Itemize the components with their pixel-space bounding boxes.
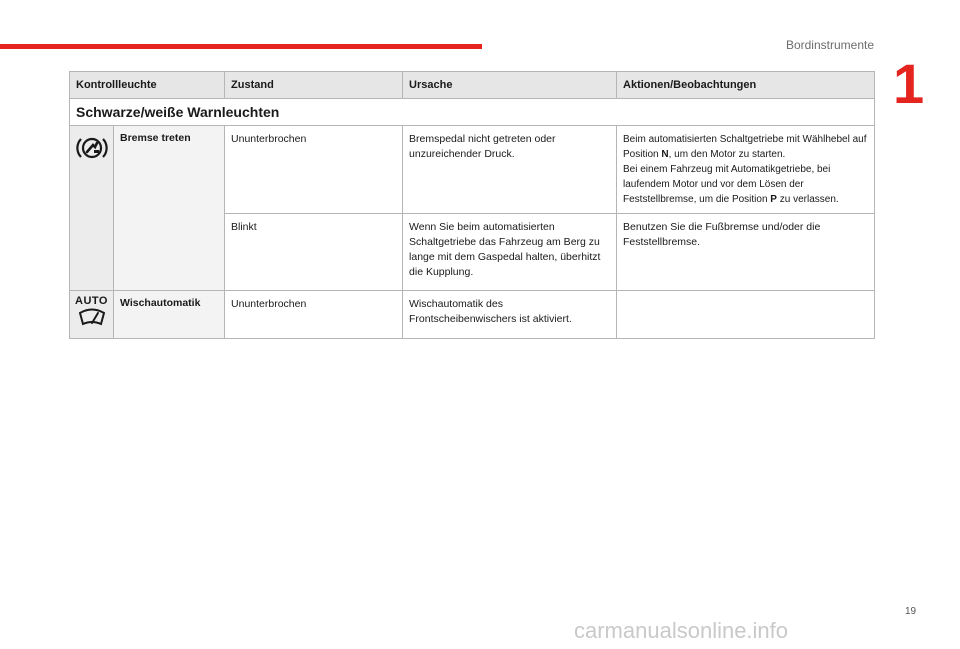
table-row xyxy=(70,291,875,339)
brake-foot-warning-icon xyxy=(75,134,109,162)
page-number: 19 xyxy=(905,606,917,617)
indicator-name: Wischautomatik xyxy=(114,291,225,339)
action-text: , um den Motor zu starten. xyxy=(668,149,786,160)
auto-label: AUTO xyxy=(75,295,108,307)
cause-cell: Wischautomatik des Frontscheibenwischers ist aktiviert. xyxy=(403,291,617,339)
state-cell: Ununterbrochen xyxy=(225,291,403,339)
page-header-title: Bordinstrumente xyxy=(785,38,874,52)
action-text: Bei einem Fahrzeug mit Automatikgetriebe, bei laufendem Motor und vor dem Lösen der Feststellbremse, um die Position xyxy=(623,164,831,205)
column-header-ursache: Ursache xyxy=(403,72,617,99)
section-row xyxy=(70,99,875,126)
warning-lights-table xyxy=(69,71,875,339)
chapter-number: 1 xyxy=(893,52,925,115)
cause-cell: Wenn Sie beim automatisierten Schaltgetriebe das Fahrzeug am Berg zu lange mit dem Gaspedal halten, überhitzt die Kupplung. xyxy=(403,214,617,291)
column-header-aktionen: Aktionen/Beobachtungen xyxy=(617,72,875,99)
state-cell: Ununterbrochen xyxy=(225,126,403,214)
action-cell: Benutzen Sie die Fußbremse und/oder die Feststellbremse. xyxy=(617,214,875,291)
column-header-kontrollleuchte: Kontrollleuchte xyxy=(70,72,225,99)
header-accent-bar xyxy=(0,44,482,49)
auto-wiper-icon xyxy=(77,307,107,327)
footer-watermark: carmanualsonline.info xyxy=(574,618,789,643)
section-title: Schwarze/weiße Warnleuchten xyxy=(70,99,875,126)
column-header-zustand: Zustand xyxy=(225,72,403,99)
table-row xyxy=(70,126,875,214)
indicator-name: Bremse treten xyxy=(114,126,225,291)
icon-cell xyxy=(70,291,114,339)
gear-position-p: P xyxy=(770,194,777,205)
action-cell xyxy=(617,126,875,214)
cause-cell: Bremspedal nicht getreten oder unzureichender Druck. xyxy=(403,126,617,214)
table-header-row xyxy=(70,72,875,99)
gear-position-n: N xyxy=(661,149,669,160)
icon-cell xyxy=(70,126,114,291)
state-cell: Blinkt xyxy=(225,214,403,291)
action-cell xyxy=(617,291,875,339)
action-text: Beim automatisierten Schaltgetriebe mit Wählhebel auf Position xyxy=(623,134,867,160)
action-text: zu verlassen. xyxy=(776,194,839,205)
